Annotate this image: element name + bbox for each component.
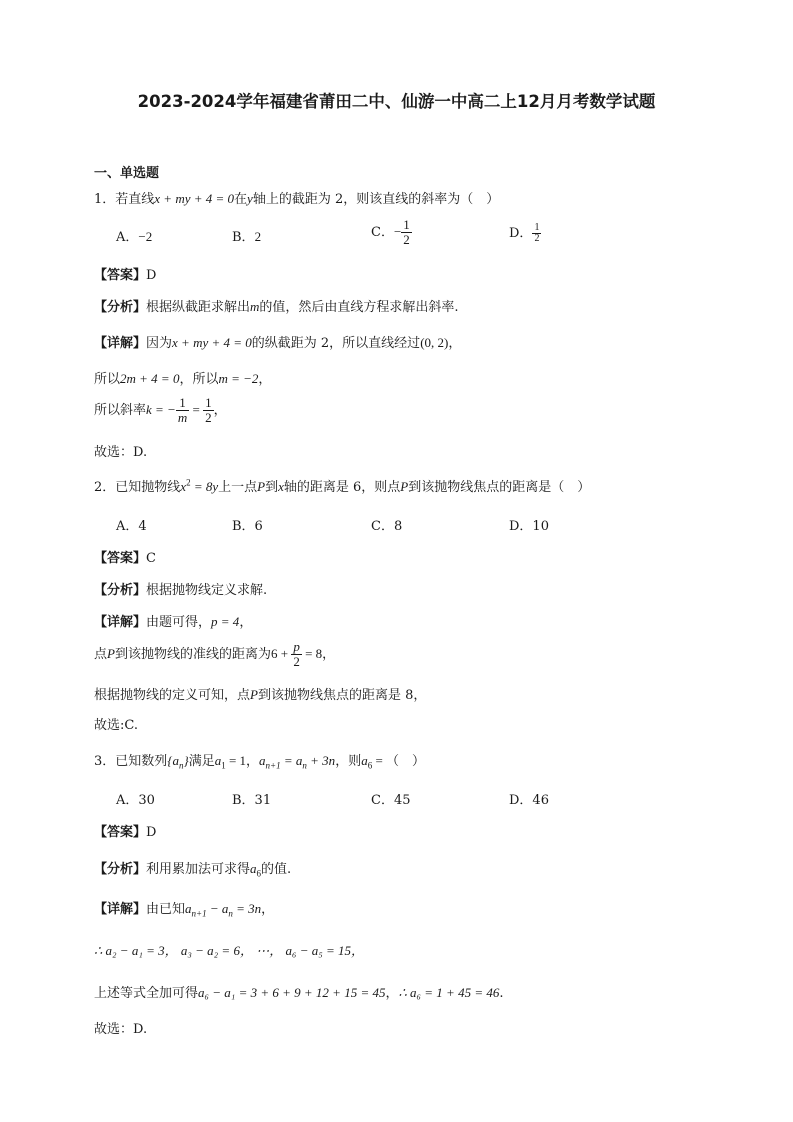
text: . — [499, 986, 504, 1001]
equation: x + my + 4 = 0 — [172, 335, 252, 350]
page-title: 2023-2024学年福建省莆田二中、仙游一中高二上12月月考数学试题 — [137, 92, 656, 111]
equals: = — [189, 402, 204, 417]
q1-option-c-fraction — [401, 218, 412, 247]
q1-option-c-sign: − — [393, 224, 402, 239]
axis: x — [278, 479, 284, 494]
fraction — [203, 396, 214, 425]
q3-conclusion: 故选：D. — [94, 1022, 148, 1037]
q3-option-d: D．46 — [509, 793, 549, 808]
q3-detail-line-3 — [94, 982, 503, 1001]
equation: a₆ − a₁ = 3 + 6 + 9 + 12 + 15 = 45 — [198, 985, 386, 1000]
text: 由题可得， — [146, 615, 212, 630]
q2-detail-line-2 — [94, 640, 335, 669]
text: 点 — [94, 647, 108, 662]
point: P — [107, 646, 115, 661]
q1-analysis-text: 根据纵截距求解出 — [146, 300, 251, 315]
text: 利用累加法可求得 — [146, 862, 251, 877]
detail-label: 【详解】 — [94, 336, 147, 351]
detail-label: 【详解】 — [94, 615, 147, 630]
answer-label: 【答案】 — [94, 825, 147, 840]
q1-option-c — [371, 218, 412, 247]
q1-option-d-fraction — [532, 223, 541, 244]
q2-option-b: B．6 — [232, 519, 263, 534]
analysis-label: 【分析】 — [94, 583, 147, 598]
equation: + 3n — [306, 753, 336, 768]
sequence: {a — [167, 753, 179, 768]
q1-detail-line-1 — [94, 332, 461, 351]
answer-label: 【答案】 — [94, 551, 147, 566]
q1-analysis-text-end: 的值，然后由直线方程求解出斜率. — [259, 300, 459, 315]
q3-answer — [94, 821, 156, 840]
text: ，所以 — [179, 372, 219, 387]
q2-stem: 2．已知抛物线$x^2 = 8y$上一点P到x轴的距离是 6，则点P到该抛物线焦点的距离是（ ） — [94, 477, 591, 495]
q2-number: 2．已知抛物线 — [94, 480, 181, 495]
point: P — [257, 479, 266, 494]
text: ， — [258, 372, 272, 387]
q1-option-a-value: −2 — [138, 229, 153, 244]
text: ， — [261, 902, 275, 917]
equation: a — [259, 753, 266, 768]
q1-conclusion: 故选：D. — [94, 445, 148, 460]
point: P — [400, 479, 409, 494]
q1-line-equation: x + my + 4 = 0 — [154, 191, 235, 206]
q3-analysis: 【分析】利用累加法可求得$a_6$的值. — [94, 861, 292, 879]
text: ， — [385, 986, 399, 1001]
q2-detail-line-1 — [94, 611, 252, 630]
text: ， — [239, 615, 253, 630]
fraction-numerator: 1 — [534, 222, 540, 233]
fraction-numerator: 1 — [176, 396, 189, 411]
q1-answer-value: D — [146, 268, 157, 283]
equation: a — [361, 753, 368, 768]
analysis-label: 【分析】 — [94, 300, 147, 315]
section-heading: 一、单选题 — [94, 166, 160, 181]
analysis-label: 【分析】 — [94, 862, 147, 877]
text: ， — [322, 647, 336, 662]
q2-conclusion: 故选:C. — [94, 718, 138, 733]
fraction-denominator: 2 — [293, 654, 300, 669]
q3-number: 3．已知数列 — [94, 754, 168, 769]
text: 所以 — [94, 372, 121, 387]
q2-option-d: D．10 — [509, 519, 549, 534]
detail-label: 【详解】 — [94, 902, 147, 917]
q1-number: 1．若直线 — [94, 192, 155, 207]
text: 轴的距离是 6，则点 — [283, 480, 401, 495]
q1-stem — [94, 188, 499, 207]
fraction — [291, 640, 302, 669]
text: ， — [448, 336, 462, 351]
text: 根据抛物线的定义可知，点 — [94, 688, 251, 703]
equation: = 8y — [190, 479, 219, 494]
q1-analysis — [94, 296, 459, 315]
equation: − a — [206, 901, 229, 916]
equation: 6 + — [270, 646, 292, 661]
text: 满足 — [188, 754, 215, 769]
equation: x — [180, 479, 187, 494]
fraction-denominator: 2 — [403, 232, 410, 247]
q2-answer — [94, 547, 156, 566]
fraction-denominator: 2 — [534, 233, 540, 244]
q3-detail-line-1: 【详解】由已知$a_{n+1} - a_n = 3n$， — [94, 901, 275, 919]
equation: ∴ a₆ = 1 + 45 = 46 — [398, 985, 500, 1000]
text: 到该抛物线焦点的距离是（ ） — [408, 480, 591, 495]
q1-option-d-letter: D． — [509, 226, 533, 241]
equation: = 1， — [225, 753, 260, 768]
q1-option-b — [232, 226, 261, 245]
q1-stem-text: 在 — [234, 192, 248, 207]
equation: k = − — [146, 402, 176, 417]
q2-option-c: C．8 — [371, 519, 403, 534]
sequence: } — [183, 753, 189, 768]
q3-option-a: A．30 — [116, 793, 155, 808]
q1-option-a-letter: A． — [116, 230, 139, 245]
q1-option-b-value: 2 — [254, 229, 262, 244]
equation: = a — [280, 753, 303, 768]
q1-stem-rest: 轴上的截距为 2，则该直线的斜率为（ ） — [252, 192, 500, 207]
q2-analysis — [94, 579, 267, 598]
q2-answer-value: C — [146, 551, 156, 566]
text: 的纵截距为 2，所以直线经过 — [251, 336, 421, 351]
text: ，则 — [335, 754, 362, 769]
equation: p = 4 — [211, 614, 240, 629]
fraction — [176, 396, 189, 425]
q1-axis: y — [247, 191, 253, 206]
equation: a — [185, 901, 192, 916]
q3-stem: 3．已知数列$\{a_n\}$满足$a_1 = 1$，$a_{n+1} = a_n + 3n$，则$a_6$ = （ ） — [94, 753, 426, 771]
equation: 2m + 4 = 0 — [120, 371, 180, 386]
equation: = 3n — [232, 901, 262, 916]
fraction-denominator: 2 — [205, 410, 212, 425]
q3-detail-line-2: ∴ a₂ − a₁ = 3， a₃ − a₂ = 6， ⋯， a₆ − a₅ = 15， — [94, 943, 365, 958]
equation: m = −2 — [218, 371, 259, 386]
q1-detail-line-2 — [94, 368, 271, 387]
q1-option-c-letter: C． — [371, 225, 394, 240]
variable: a — [250, 861, 257, 876]
point: P — [250, 687, 258, 702]
fraction-denominator: m — [177, 410, 188, 425]
q2-detail-line-3 — [94, 684, 426, 703]
q1-detail-line-3 — [94, 396, 227, 425]
answer-label: 【答案】 — [94, 268, 147, 283]
fraction-numerator: p — [293, 639, 300, 654]
q1-option-d — [509, 222, 541, 244]
text: 到该抛物线焦点的距离是 8， — [257, 688, 427, 703]
text: 到该抛物线的准线的距离为 — [114, 647, 271, 662]
text: 上述等式全加可得 — [94, 986, 199, 1001]
text: 所以斜率 — [94, 403, 147, 418]
text: 因为 — [146, 336, 173, 351]
equation: a — [214, 753, 222, 768]
fraction-numerator: 1 — [403, 217, 410, 232]
q3-option-c: C．45 — [371, 793, 411, 808]
point: (0, 2) — [420, 335, 449, 350]
fraction-numerator: 1 — [205, 395, 212, 410]
text: 由已知 — [146, 902, 186, 917]
text: 上一点 — [218, 480, 258, 495]
q1-answer — [94, 264, 156, 283]
q3-answer-value: D — [146, 825, 157, 840]
q1-analysis-var: m — [250, 299, 260, 314]
text: 的值. — [261, 862, 292, 877]
text: ， — [213, 403, 227, 418]
q3-option-b: B．31 — [232, 793, 272, 808]
text: = （ ） — [372, 753, 426, 768]
q1-option-a — [116, 226, 152, 245]
q1-option-b-letter: B． — [232, 230, 255, 245]
q2-option-a: A．4 — [116, 519, 147, 534]
text: 到 — [265, 480, 279, 495]
equation: = 8 — [301, 646, 323, 661]
text: 根据抛物线定义求解. — [146, 583, 268, 598]
